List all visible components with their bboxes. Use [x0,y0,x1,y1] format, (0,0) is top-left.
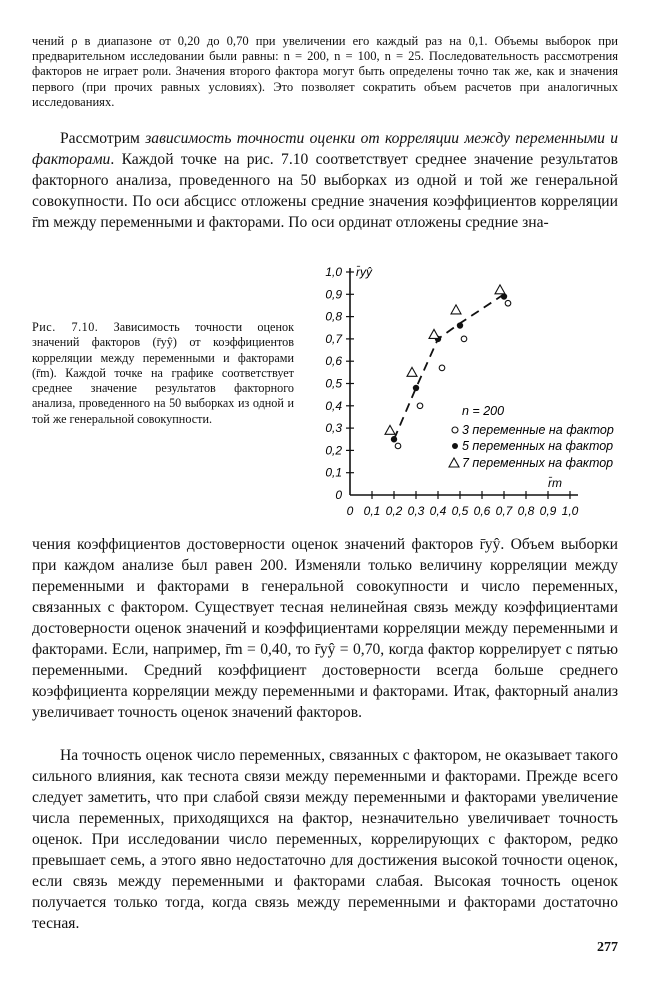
y-tick-label: 0,2 [325,443,342,458]
y-axis-label: r̄yŷ [356,265,372,279]
y-tick-label: 0,6 [325,354,342,369]
point-3-variables [439,365,445,371]
caption-text: Зависимость точности оценок значений факторов (r̄yŷ) от коэффициентов корреляции между переменными и факторами (r̄m). Каждой точке на графике соответствует среднее значение результатов факторного анализа, проведенного на 50 выборках из одной и той же генеральной совокупности. [32,320,294,426]
legend [449,423,614,470]
point-5-variables [457,322,463,328]
x-axis-label: r̄m [548,476,562,490]
point-7-variables [385,425,395,434]
y-tick-label: 0,5 [325,376,342,391]
y-tick-label: 1,0 [325,265,342,279]
legend-marker-filled-circle [452,443,458,449]
y-tick-label: 0,4 [325,398,342,413]
legend-label-7: 7 переменных на фактор [462,456,614,470]
point-7-variables [451,305,461,314]
point-3-variables [505,300,511,306]
paragraph-2: чения коэффициентов достоверности оценок значений факторов r̄yŷ. Объем выборки при каждом анализе был равен 200. Изменяли только величину корреляции между переменными и факторами в генеральной совокупности и число переменных, связанных с фактором. Существует тесная нелинейная связь между коэффициентами достоверности оценок значений и коэффициентами корреляции между переменными и факторами. Если, например, r̄m = 0,40, то r̄yŷ = 0,70, когда фактор коррелирует с пятью переменными. Средний коэффициент достоверности всегда больше среднего коэффициента корреляции между переменными и факторами. Итак, факторный анализ увеличивает точность оценок значений факторов. [32,536,618,721]
page-number: 277 [597,940,618,955]
y-tick-label: 0,8 [325,309,342,324]
legend-marker-open-circle [452,427,458,433]
point-5-variables [413,385,419,391]
caption-number: Рис. 7.10. [32,320,99,334]
x-tick-label: 1,0 [561,504,579,518]
para1-emphasis: зависимость точности оценки от корреляции между переменными и факторами [32,130,619,168]
x-tick-label: 0,5 [451,504,469,518]
paragraph-3: На точность оценок число переменных, связанных с фактором, не оказывает такого сильного влияния, как теснота связи между переменными и факторами. Прежде всего следует заметить, что при слабой связи между переменными и факторами увеличение числа переменных, приходящихся на фактор, незначительно увеличивает точность оценок. При исследовании число переменных, коррелирующих с фактором, редко превышает семь, а этого явно недостаточно для достижения высокой точности оценок, если связь между переменными и факторами слабая. Высокая точность оценок получается только тогда, когда связь между переменными и факторами достаточно тесная. [32,747,618,932]
top-paragraph: чений ρ в диапазоне от 0,20 до 0,70 при увеличении его каждый раз на 0,1. Объемы выборок при предварительном исследовании были равны: n = 200, n = 100, n = 25. Последовательность рассмотрения факторов не играет роли. Значения второго фактора могут быть определены точно так же, как и значения первого (при прочих равных условиях). Это позволяет сократить объем расчетов при аналогичных исследованиях. [32,34,618,109]
y-tick-label: 0,3 [325,421,342,436]
point-3-variables [395,443,401,449]
point-7-variables [495,285,505,294]
point-3-variables [461,336,467,342]
x-tick-label: 0,6 [473,504,491,518]
x-tick-label: 0,8 [517,504,535,518]
x-tick-label: 0,7 [495,504,513,518]
chart-root [325,265,614,518]
para1-lead: Рассмотрим [60,130,146,147]
x-tick-label: 0,1 [363,504,381,518]
legend-label-5: 5 переменных на фактор [462,439,614,453]
y-tick-label: 0,7 [325,331,342,346]
x-tick-label: 0,2 [385,504,403,518]
y-tick-label: 0 [335,488,342,502]
x-tick-label: 0,3 [407,504,425,518]
legend-marker-triangle [449,458,459,467]
legend-label-3: 3 переменные на фактор [462,423,614,437]
y-tick-label: 0,1 [325,465,342,480]
x-tick-label: 0 [346,504,354,518]
para1-rest: . Каждой точке на рис. 7.10 соответствует среднее значение результатов факторного анализа, проведенного на 50 выборках из одной и той же генеральной совокупности. По оси абсцисс отложены средние значения коэффициентов корреляции r̄m между переменными и факторами. По оси ординат отложены средние зна- [32,151,618,231]
x-tick-label: 0,9 [539,504,557,518]
x-tick-label: 0,4 [429,504,447,518]
point-3-variables [417,403,423,409]
n-note: n = 200 [462,404,505,418]
point-7-variables [429,329,439,338]
point-7-variables [407,367,417,376]
point-5-variables [391,436,397,442]
y-tick-label: 0,9 [325,287,342,302]
